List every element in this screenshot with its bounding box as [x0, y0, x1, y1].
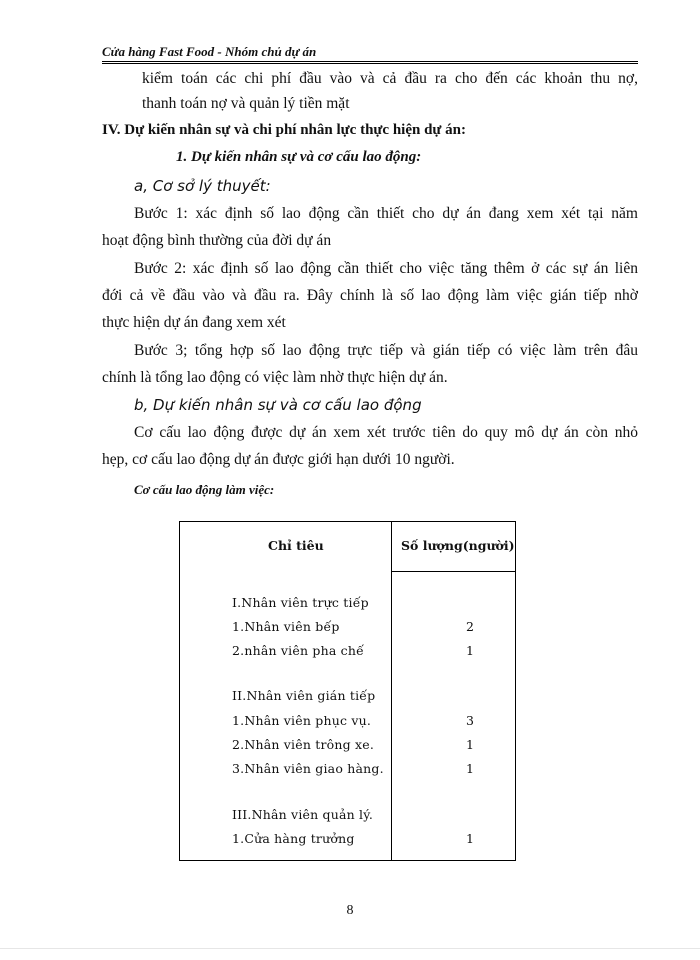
- table-row-value: 1: [466, 643, 474, 658]
- section-heading: IV. Dự kiến nhân sự và chi phí nhân lực thực hiện dự án:: [102, 122, 467, 138]
- table-caption: Cơ cấu lao động làm việc:: [134, 482, 275, 497]
- subsection-heading: 1. Dự kiến nhân sự và cơ cấu lao động:: [176, 149, 422, 165]
- page-bottom-edge: [0, 948, 700, 949]
- running-header: Cửa hàng Fast Food - Nhóm chủ dự án: [102, 44, 317, 59]
- column-header-criteria: Chỉ tiêu: [268, 538, 324, 553]
- step-1-line: Bước 1: xác định số lao động cần thiết cho dự án đang xem xét tại năm: [134, 205, 638, 222]
- step-2-line: đới cả về đầu vào và đầu ra. Đây chính là số lao động làm việc gián tiếp nhờ: [102, 287, 638, 304]
- table-row-label: 1.Nhân viên phục vụ.: [232, 713, 372, 728]
- staff-table: [179, 521, 516, 861]
- table-row-label: III.Nhân viên quản lý.: [232, 807, 374, 822]
- table-row-value: 1: [466, 737, 474, 752]
- body-line: kiểm toán các chi phí đầu vào và cả đầu ra cho đến các khoản thu nợ,: [142, 70, 638, 87]
- table-row-label: 3.Nhân viên giao hàng.: [232, 761, 384, 776]
- table-row-value: 1: [466, 831, 474, 846]
- paragraph-line: hẹp, cơ cấu lao động dự án được giới hạn dưới 10 người.: [102, 451, 455, 468]
- subheading-a: a, Cơ sở lý thuyết:: [134, 177, 271, 195]
- header-rule: [102, 61, 638, 64]
- subheading-b: b, Dự kiến nhân sự và cơ cấu lao động: [134, 396, 422, 414]
- table-row-value: 2: [466, 619, 474, 634]
- step-2-line: thực hiện dự án đang xem xét: [102, 314, 286, 331]
- body-line: thanh toán nợ và quản lý tiền mặt: [142, 95, 350, 112]
- table-row-label: 2.nhân viên pha chế: [232, 643, 365, 658]
- step-3-line: chính là tổng lao động có việc làm nhờ thực hiện dự án.: [102, 369, 448, 386]
- paragraph-line: Cơ cấu lao động được dự án xem xét trước tiên do quy mô dự án còn nhỏ: [134, 424, 638, 441]
- table-row-label: 2.Nhân viên trông xe.: [232, 737, 375, 752]
- step-2-line: Bước 2: xác định số lao động cần thiết cho việc tăng thêm ở các sự án liên: [134, 260, 638, 277]
- table-row-label: II.Nhân viên gián tiếp: [232, 688, 376, 703]
- table-row-label: 1.Cửa hàng trưởng: [232, 831, 355, 846]
- table-row-value: 1: [466, 761, 474, 776]
- page-number: 8: [346, 903, 354, 918]
- table-row-value: 3: [466, 713, 474, 728]
- step-3-line: Bước 3; tổng hợp số lao động trực tiếp và gián tiếp có việc làm trên đâu: [134, 342, 638, 359]
- header-underline: [391, 571, 515, 572]
- table-row-label: 1.Nhân viên bếp: [232, 619, 340, 634]
- step-1-line: hoạt động bình thường của đời dự án: [102, 232, 332, 249]
- column-divider: [391, 522, 392, 860]
- table-row-label: I.Nhân viên trực tiếp: [232, 595, 369, 610]
- column-header-quantity: Số lượng(người): [401, 538, 515, 553]
